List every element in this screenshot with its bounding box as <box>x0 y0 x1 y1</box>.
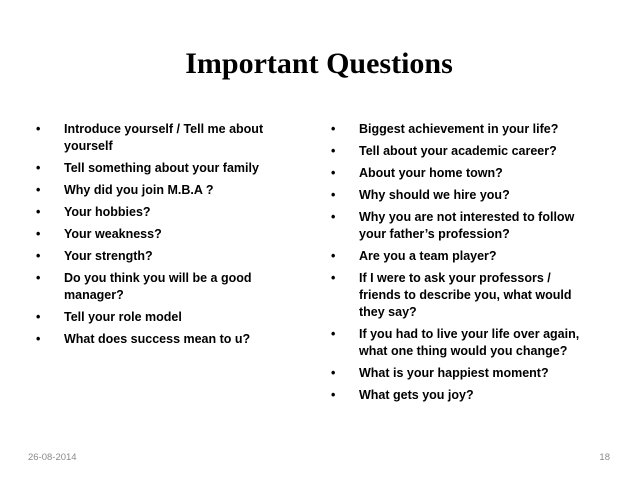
list-item <box>36 121 298 155</box>
bullet-icon: • <box>331 249 336 263</box>
list-item <box>36 182 298 199</box>
bullet-icon: • <box>36 310 41 324</box>
question-text: Your hobbies? <box>64 205 151 219</box>
question-text: Tell your role model <box>64 310 182 324</box>
bullet-icon: • <box>36 161 41 175</box>
question-text: Do you think you will be a good manager? <box>64 271 252 302</box>
question-text: What is your happiest moment? <box>359 366 549 380</box>
bullet-icon: • <box>36 205 41 219</box>
list-item <box>331 121 593 138</box>
list-item <box>331 248 593 265</box>
bullet-icon: • <box>36 271 41 285</box>
bullet-icon: • <box>331 166 336 180</box>
bullet-icon: • <box>331 388 336 402</box>
list-item <box>36 226 298 243</box>
question-text: Are you a team player? <box>359 249 497 263</box>
bullet-icon: • <box>331 366 336 380</box>
bullet-icon: • <box>331 144 336 158</box>
question-text: Tell something about your family <box>64 161 259 175</box>
list-item <box>331 270 593 321</box>
footer-page-number: 18 <box>599 452 610 463</box>
question-text: Why should we hire you? <box>359 188 510 202</box>
bullet-icon: • <box>36 122 41 136</box>
question-text: Biggest achievement in your life? <box>359 122 559 136</box>
question-text: About your home town? <box>359 166 503 180</box>
list-item <box>36 270 298 304</box>
bullet-icon: • <box>331 271 336 285</box>
bullet-icon: • <box>36 183 41 197</box>
footer-date: 26-08-2014 <box>28 452 77 463</box>
right-question-list <box>331 121 593 409</box>
list-item <box>36 204 298 221</box>
bullet-icon: • <box>36 227 41 241</box>
list-item <box>36 331 298 348</box>
question-text: What gets you joy? <box>359 388 474 402</box>
list-item <box>36 309 298 326</box>
list-item <box>36 248 298 265</box>
list-item <box>331 365 593 382</box>
question-text: If I were to ask your professors / friends to describe you, what would they say? <box>359 271 572 319</box>
question-text: Introduce yourself / Tell me about yourself <box>64 122 264 153</box>
list-item <box>36 160 298 177</box>
bullet-icon: • <box>36 332 41 346</box>
bullet-icon: • <box>36 249 41 263</box>
question-text: Your weakness? <box>64 227 162 241</box>
list-item <box>331 187 593 204</box>
question-text: What does success mean to u? <box>64 332 251 346</box>
question-text: If you had to live your life over again, what one thing would you change? <box>359 327 580 358</box>
question-text: Your strength? <box>64 249 153 263</box>
list-item <box>331 165 593 182</box>
list-item <box>331 143 593 160</box>
bullet-icon: • <box>331 188 336 202</box>
question-text: Why did you join M.B.A ? <box>64 183 214 197</box>
bullet-icon: • <box>331 122 336 136</box>
list-item <box>331 209 593 243</box>
bullet-icon: • <box>331 210 336 224</box>
bullet-icon: • <box>331 327 336 341</box>
left-question-list <box>36 121 298 353</box>
list-item <box>331 326 593 360</box>
slide-title: Important Questions <box>185 47 453 80</box>
question-text: Tell about your academic career? <box>359 144 557 158</box>
list-item <box>331 387 593 404</box>
question-text: Why you are not interested to follow your father’s profession? <box>359 210 575 241</box>
